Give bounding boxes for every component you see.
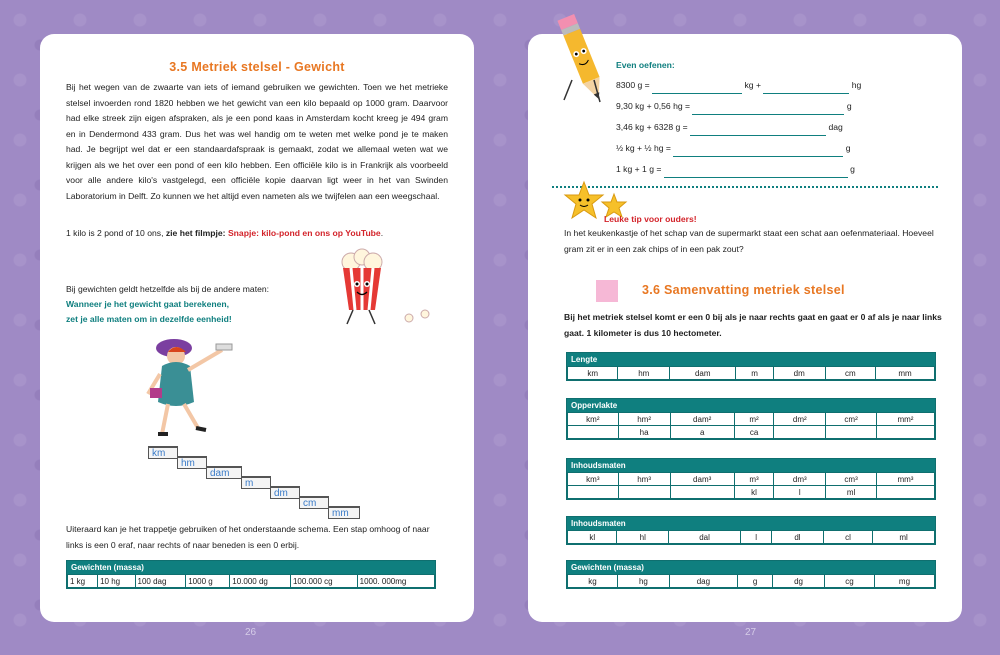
table-cell: hm³ xyxy=(618,473,670,486)
answer-field[interactable] xyxy=(664,177,848,178)
table-cell: cg xyxy=(824,575,874,588)
table-cell xyxy=(568,486,619,499)
table-cell: kg xyxy=(568,575,618,588)
area-table-title: Oppervlakte xyxy=(567,399,935,412)
stair-step: m xyxy=(241,476,271,489)
table-cell: g xyxy=(738,575,773,588)
table-cell: hg xyxy=(618,575,670,588)
table-cell: cl xyxy=(823,531,872,544)
exercise-unit: g xyxy=(846,101,852,111)
exercise-row xyxy=(616,78,946,99)
summary-text: Bij het metriek stelsel komt er een 0 bij als je naar rechts gaat en gaat er 0 af als je naar links gaat. 1 kilometer is dus 10 hectometer. xyxy=(564,312,942,338)
stair-step: hm xyxy=(177,456,207,469)
table-cell: dam xyxy=(670,367,736,380)
pink-square-icon xyxy=(596,280,618,302)
exercise-row xyxy=(616,162,946,183)
answer-field[interactable] xyxy=(652,93,742,94)
table-cell: dal xyxy=(669,531,741,544)
table-cell: 10 hg xyxy=(98,575,135,588)
tip-title: Leuke tip voor ouders! xyxy=(604,214,697,224)
same-as-text: Bij gewichten geldt hetzelfde als bij de andere maten: xyxy=(66,284,270,294)
exercise-question: 9,30 kg + 0,56 hg = xyxy=(616,101,691,111)
table-cell: m³ xyxy=(734,473,774,486)
table-cell: cm³ xyxy=(826,473,877,486)
exercise-unit: g xyxy=(845,143,851,153)
table-cell: dm³ xyxy=(774,473,826,486)
weights-table-title: Gewichten (massa) xyxy=(67,561,435,574)
section-title-weight: 3.5 Metriek stelsel - Gewicht xyxy=(169,60,345,74)
stair-step: cm xyxy=(299,496,329,509)
page-number-right: 27 xyxy=(745,627,757,638)
teal-rule-1: Wanneer je het gewicht gaat berekenen, xyxy=(66,299,230,309)
exercise-list xyxy=(616,78,946,183)
table-cell: 100 dag xyxy=(135,575,186,588)
stair-step: km xyxy=(148,446,178,459)
exercise-row xyxy=(616,99,946,120)
table-cell: km³ xyxy=(568,473,619,486)
table-row xyxy=(568,426,935,439)
table-cell: mm xyxy=(876,367,935,380)
table-cell: kl xyxy=(568,531,617,544)
table-cell: dm xyxy=(773,367,825,380)
intro-paragraph: Bij het wegen van de zwaarte van iets of iemand gebruiken we gewichten. Toen we het metrieke stelsel invoerden rond 1820 hebben we het gewicht van een kilo bepaald op 1000 gram. Daarvoor had elke streek zijn eigen afspraken, als je een pond kaas in Amsterdam kocht kreeg je 494 gram en in Dendermond 433 gram. Dus het was wel handig om te weten met welke pond je te maken had. Je begrijpt wel dat er een standaardafspraak is gemaakt, zodat we allemaal weten wat we krijgen als we het over een pond of een kilo hebben. Een officiële kilo is in Frankrijk als voorbeeld voor alle andere kilo's vastgelegd, een officiële kopie daarvan ligt weer in het van Swinden Laboratorium in Delft. Zo kunnen we het altijd even nameten als we twijfelen aan een weegschaal. xyxy=(66,82,448,201)
table-cell xyxy=(618,486,670,499)
table-cell: m xyxy=(736,367,774,380)
table-cell: mg xyxy=(874,575,934,588)
table-cell xyxy=(826,426,877,439)
table-cell: dm² xyxy=(774,413,826,426)
table-cell: dg xyxy=(773,575,825,588)
exercise-unit: hg xyxy=(851,80,862,90)
outro-paragraph: Uiteraard kan je het trappetje gebruiken of het onderstaande schema. Een stap omhoog of naar links is een 0 eraf, naar rechts of naar beneden is een 0 erbij. xyxy=(66,524,430,550)
table-row xyxy=(568,413,935,426)
kilo-line xyxy=(66,226,456,242)
table-cell: cm² xyxy=(826,413,877,426)
answer-field[interactable] xyxy=(763,93,849,94)
teal-rule-2: zet je alle maten om in dezelfde eenheid! xyxy=(66,314,232,324)
table-cell: dag xyxy=(669,575,737,588)
table-cell: km xyxy=(568,367,618,380)
table-cell xyxy=(876,486,934,499)
exercise-row xyxy=(616,141,946,162)
table-row xyxy=(568,367,935,380)
table-cell: km² xyxy=(568,413,619,426)
area-table xyxy=(566,398,936,440)
table-cell: ha xyxy=(618,426,670,439)
exercise-question: ½ kg + ½ hg = xyxy=(616,143,671,153)
liquid-volume-table xyxy=(566,516,936,545)
exercise-row xyxy=(616,120,946,141)
practice-title: Even oefenen: xyxy=(616,60,675,70)
volume-table xyxy=(566,458,936,500)
table-cell: ml xyxy=(873,531,935,544)
table-row xyxy=(568,531,935,544)
table-cell: cm xyxy=(825,367,875,380)
section-title-summary: 3.6 Samenvatting metriek stelsel xyxy=(642,283,845,297)
right-page xyxy=(532,38,958,618)
mass-table xyxy=(566,560,936,589)
table-cell: 1 kg xyxy=(68,575,98,588)
kilo-line-plain: 1 kilo is 2 pond of 10 ons, xyxy=(66,228,166,238)
table-row xyxy=(568,486,935,499)
stair-step: dam xyxy=(206,466,242,479)
table-cell: 10.000 dg xyxy=(230,575,291,588)
table-cell: 100.000 cg xyxy=(290,575,357,588)
video-link[interactable]: Snapje: kilo-pond en ons op xyxy=(227,228,346,238)
table-cell: dl xyxy=(772,531,824,544)
table-cell xyxy=(774,426,826,439)
kilo-line-bold: zie het filmpje: xyxy=(165,228,228,238)
left-page xyxy=(44,38,470,618)
exercise-unit: g xyxy=(850,164,855,174)
table-cell: dam³ xyxy=(670,473,734,486)
exercise-unit: kg + xyxy=(744,80,761,90)
table-row xyxy=(68,575,435,588)
table-cell xyxy=(568,426,619,439)
table-cell: l xyxy=(741,531,772,544)
table-cell: hm² xyxy=(618,413,670,426)
table-cell: hl xyxy=(617,531,669,544)
table-cell: mm³ xyxy=(876,473,934,486)
table-cell: l xyxy=(774,486,826,499)
exercise-question: 8300 g = xyxy=(616,80,650,90)
table-cell: dam² xyxy=(670,413,734,426)
pencil-mascot-icon xyxy=(554,10,612,110)
popcorn-mascot-icon xyxy=(329,248,439,328)
table-cell: kl xyxy=(734,486,774,499)
stair-step: mm xyxy=(328,506,360,519)
table-cell: 1000 g xyxy=(186,575,230,588)
table-cell: mm² xyxy=(876,413,934,426)
weights-table xyxy=(66,560,436,589)
length-table-title: Lengte xyxy=(567,353,935,366)
answer-field[interactable] xyxy=(690,135,826,136)
mass-table-title: Gewichten (massa) xyxy=(567,561,935,574)
answer-field[interactable] xyxy=(692,114,844,115)
table-cell: hm xyxy=(618,367,670,380)
table-cell xyxy=(670,486,734,499)
table-cell: a xyxy=(670,426,734,439)
table-cell: ca xyxy=(734,426,774,439)
table-cell: 1000. 000mg xyxy=(357,575,434,588)
page-number-left: 26 xyxy=(245,627,257,638)
youtube-link[interactable]: YouTube xyxy=(345,228,381,238)
table-cell xyxy=(876,426,934,439)
liquid-volume-table-title: Inhoudsmaten xyxy=(567,517,935,530)
kilo-line-end: . xyxy=(380,228,384,238)
length-table xyxy=(566,352,936,381)
stair-step: dm xyxy=(270,486,300,499)
table-cell: ml xyxy=(826,486,877,499)
answer-field[interactable] xyxy=(673,156,843,157)
exercise-unit: dag xyxy=(828,122,843,132)
lady-climbing-stairs-icon xyxy=(124,330,234,450)
tip-text: In het keukenkastje of het schap van de supermarkt staat een schat aan oefenmateriaal. Hoeveel gram zit er in een zak chips of in een pak zout? xyxy=(564,228,934,254)
volume-table-title: Inhoudsmaten xyxy=(567,459,935,472)
table-cell: m² xyxy=(734,413,774,426)
exercise-question: 3,46 kg + 6328 g = xyxy=(616,122,688,132)
table-row xyxy=(568,575,935,588)
table-row xyxy=(568,473,935,486)
exercise-question: 1 kg + 1 g = xyxy=(616,164,662,174)
